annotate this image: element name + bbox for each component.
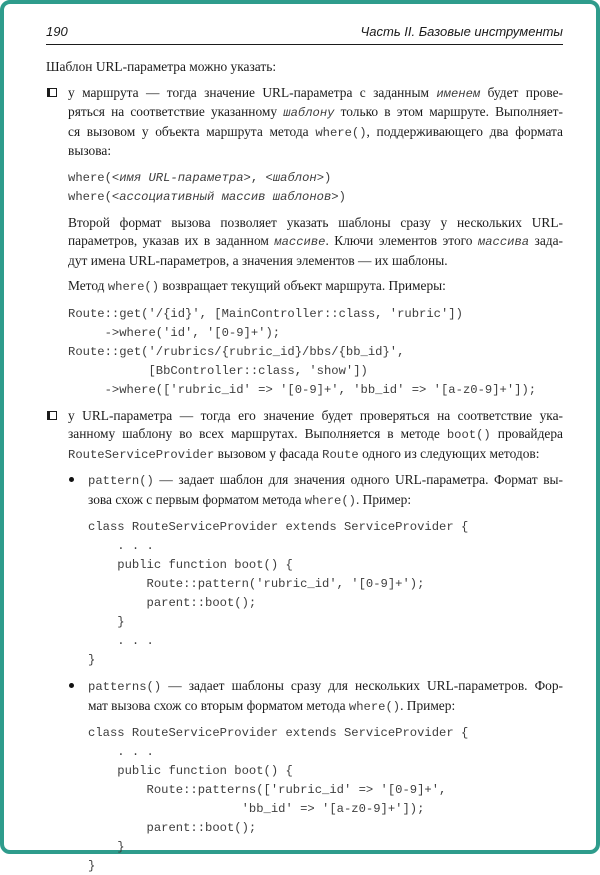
text-run: Шаблон URL-параметра можно указать: (46, 59, 277, 74)
inline-code: patterns() (88, 680, 162, 694)
text-run: — задает шаблон для значения одного URL-параметра. Формат вы- (153, 472, 563, 487)
text-run: Второй формат вызова позволяет указать шаблоны сразу у нескольких URL- (68, 214, 563, 230)
text-run: мат вызова схож со вторым форматом метода (88, 697, 349, 713)
code-block (68, 304, 563, 399)
text-run: Метод (68, 278, 108, 293)
text-line (88, 780, 563, 799)
text-line (88, 517, 563, 536)
inline-code: . . . (88, 539, 154, 553)
paragraph (68, 277, 563, 297)
text-line (68, 84, 563, 104)
square-bullet-icon (47, 411, 57, 420)
text-line (88, 818, 563, 837)
text-line (68, 425, 563, 445)
inline-code: именем (436, 86, 481, 101)
inline-code: where( (68, 189, 112, 204)
inline-code: ) (338, 189, 346, 204)
text-run: ряться на соответствие указанному (68, 104, 284, 119)
inline-code: Route::patterns(['rubric_id' => '[0-9]+', (88, 783, 447, 797)
inline-code: , (250, 170, 266, 185)
bullet-item (46, 84, 563, 161)
inline-code: class RouteServiceProvider extends ServiceProvider { (88, 520, 469, 534)
inline-code: ) (324, 170, 332, 185)
code-block (68, 168, 563, 206)
text-run: возвращает текущий объект маршрута. Примеры: (159, 278, 446, 293)
text-line (88, 555, 563, 574)
text-run: . Пример: (355, 491, 412, 507)
text-run: — задает шаблоны сразу для нескольких URL-параметров. Фор- (161, 678, 563, 693)
text-line (88, 471, 563, 491)
page-content (46, 58, 563, 875)
inline-code: <ассоциативный массив шаблонов> (111, 189, 339, 204)
text-line (68, 304, 563, 323)
inline-code: 'bb_id' => '[a-z0-9]+']); (88, 802, 425, 816)
text-run: дут имена URL-параметров, а значения элементов — их шаблоны. (68, 252, 448, 268)
text-line (68, 323, 563, 342)
inline-code: <имя URL-параметра> (111, 170, 251, 185)
inline-code: where() (304, 493, 356, 508)
book-page (4, 4, 596, 873)
square-bullet-icon (47, 88, 57, 97)
inline-code: parent::boot(); (88, 821, 257, 835)
text-line (68, 277, 563, 297)
inline-code: pattern() (88, 474, 154, 488)
inline-code: public function boot() { (88, 558, 293, 572)
text-run: зада- (529, 233, 563, 248)
inline-code: Route::get('/rubrics/{rubric_id}/bbs/{bb_id}', (68, 344, 405, 359)
text-line (68, 214, 563, 233)
inline-code: ->where(['rubric_id' => '[0-9]+', 'bb_id' => '[a-z0-9]+']); (68, 382, 537, 397)
text-line (88, 799, 563, 818)
text-line (88, 536, 563, 555)
text-line (88, 837, 563, 856)
text-line (68, 445, 563, 465)
text-line (68, 168, 563, 187)
bullet-item (68, 677, 563, 716)
inline-code: } (88, 840, 125, 854)
text-run: занному шаблону во всех маршрутах. Выполняется в методе (68, 426, 447, 441)
inline-code: . . . (88, 634, 154, 648)
chapter-title: Часть II. Базовые инструменты (360, 24, 563, 39)
bullet-item (68, 471, 563, 510)
text-line (88, 631, 563, 650)
inline-code: parent::boot(); (88, 596, 257, 610)
text-run: зова схож с первым форматом метода (88, 491, 305, 507)
text-run: вызова: (68, 143, 112, 158)
inline-code: public function boot() { (88, 764, 293, 778)
text-run: провайдера (490, 426, 563, 441)
text-line (88, 593, 563, 612)
text-line (68, 252, 563, 271)
text-run: у маршрута — тогда значение URL-параметра с заданным (68, 84, 437, 100)
text-line (68, 232, 563, 252)
inline-code: шаблону (283, 106, 335, 120)
inline-code: [BbController::class, 'show']) (68, 363, 368, 378)
text-line (88, 723, 563, 742)
inline-code: } (88, 859, 96, 873)
text-line (68, 123, 563, 143)
text-line (88, 697, 563, 717)
text-line (88, 761, 563, 780)
text-line (88, 742, 563, 761)
inline-code: where() (348, 699, 401, 714)
inline-code: } (88, 653, 96, 667)
inline-code: массива (477, 235, 530, 249)
running-head (46, 24, 563, 45)
text-run: . Пример: (400, 697, 456, 713)
text-run: будет прове- (480, 84, 563, 100)
paragraph (68, 214, 563, 271)
text-run: , поддерживающего два формата (366, 123, 563, 139)
text-line (88, 574, 563, 593)
inline-code: <шаблон> (265, 170, 325, 185)
text-line (68, 407, 563, 426)
inline-code: Route::get('/{id}', [MainController::class, 'rubric']) (68, 306, 463, 321)
text-run: ся вызовом у объекта маршрута метода (68, 123, 316, 139)
code-block (88, 517, 563, 669)
text-line (68, 103, 563, 123)
inline-code: boot() (446, 428, 491, 442)
text-line (68, 342, 563, 361)
text-line (68, 187, 563, 206)
text-line (88, 491, 563, 511)
text-line (88, 677, 563, 697)
inline-code: . . . (88, 745, 154, 759)
text-run: вызовом у фасада (214, 445, 323, 461)
text-line (68, 361, 563, 380)
text-line (88, 650, 563, 669)
text-run: параметров, указав их в заданном (68, 233, 275, 248)
disc-bullet-icon (69, 683, 74, 688)
inline-code: where( (68, 170, 112, 185)
bullet-item (46, 407, 563, 465)
inline-code: class RouteServiceProvider extends ServiceProvider { (88, 726, 469, 740)
paragraph (46, 58, 563, 77)
inline-code: where() (315, 125, 367, 140)
page-number: 190 (46, 24, 68, 39)
inline-code: } (88, 615, 125, 629)
text-line (88, 856, 563, 875)
inline-code: ->where('id', '[0-9]+'); (68, 325, 281, 340)
text-line (46, 58, 563, 77)
code-block (88, 723, 563, 875)
text-line (68, 380, 563, 399)
text-run: у URL-параметра — тогда его значение будет проверяться на соответствие ука- (68, 407, 563, 423)
inline-code: массиве (274, 235, 326, 249)
text-run: одного из следующих методов: (358, 445, 540, 461)
inline-code: where() (107, 280, 160, 294)
text-run: . Ключи элементов этого (325, 233, 478, 248)
inline-code: RouteServiceProvider (68, 447, 215, 462)
text-line (68, 142, 563, 161)
text-line (88, 612, 563, 631)
inline-code: Route (322, 447, 359, 462)
inline-code: Route::pattern('rubric_id', '[0-9]+'); (88, 577, 425, 591)
disc-bullet-icon (69, 477, 74, 482)
text-run: только в этом маршруте. Выполняет- (334, 104, 563, 119)
